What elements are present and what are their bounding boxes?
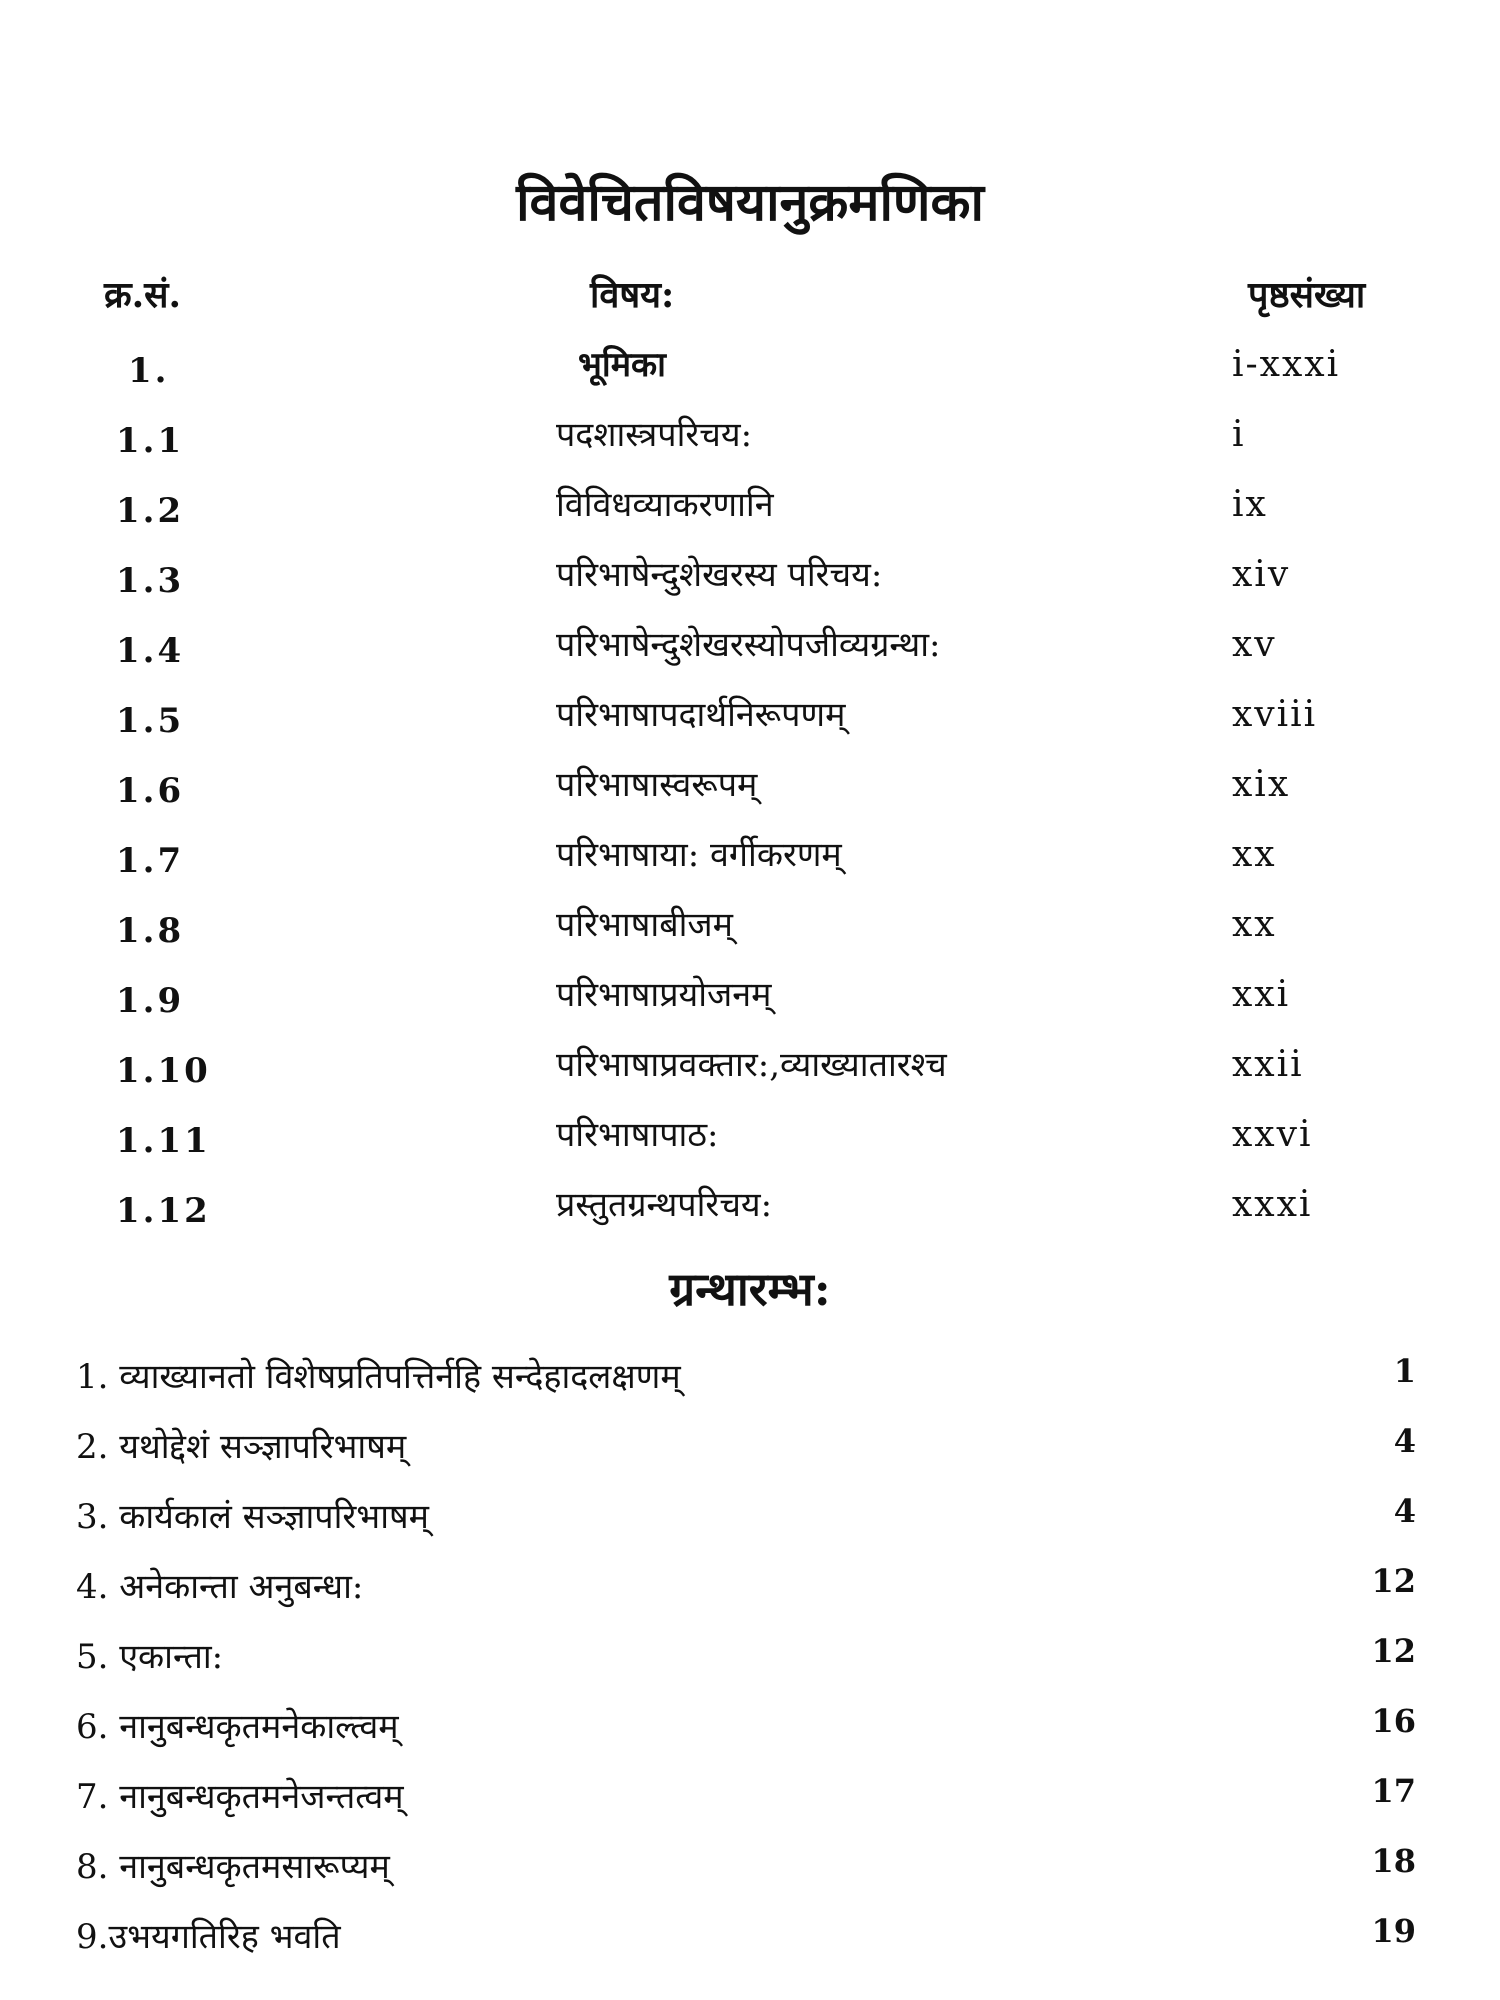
toc-page: xix [1232, 764, 1291, 805]
toc-row [0, 1036, 1500, 1106]
toc-page: xxii [1232, 1044, 1304, 1085]
toc-subject: परिभाषापाठ: [556, 1115, 719, 1155]
toc-number: 1.2 [116, 491, 185, 531]
header-page-number: पृष्ठसंख्या [1248, 274, 1366, 316]
toc-subject: परिभाषापदार्थनिरूपणम् [556, 695, 846, 735]
toc-page: xx [1232, 834, 1277, 875]
entry-page: 12 [1371, 1632, 1416, 1670]
entry-row [0, 1556, 1500, 1626]
toc-row [0, 826, 1500, 896]
toc-row [0, 406, 1500, 476]
entry-row [0, 1486, 1500, 1556]
toc-page: i [1232, 414, 1246, 455]
toc-subject: परिभाषेन्दुशेखरस्य परिचय: [556, 555, 883, 595]
entry-row [0, 1766, 1500, 1836]
toc-subject: परिभाषाप्रवक्तार:,व्याख्यातारश्च [556, 1045, 947, 1085]
page-title: विवेचितविषयानुक्रमणिका [516, 172, 984, 233]
toc-subject: पदशास्त्रपरिचय: [556, 415, 753, 455]
toc-subject: परिभाषाप्रयोजनम् [556, 975, 772, 1015]
entry-page: 16 [1371, 1702, 1416, 1740]
toc-number: 1.1 [116, 421, 185, 461]
toc-row [0, 756, 1500, 826]
toc-subject: परिभाषाया: वर्गीकरणम् [556, 835, 842, 875]
entry-page: 19 [1371, 1912, 1416, 1950]
toc-subject: भूमिका [578, 345, 666, 385]
entry-label: 1. व्याख्यानतो विशेषप्रतिपत्तिर्नहि सन्देहादलक्षणम् [76, 1357, 681, 1397]
toc-page: i-xxxi [1232, 344, 1341, 385]
toc-subject: प्रस्तुतग्रन्थपरिचय: [556, 1185, 773, 1225]
entry-label: 6. नानुबन्धकृतमनेकाल्त्वम् [76, 1707, 399, 1747]
toc-row [0, 546, 1500, 616]
entry-label: 9.उभयगतिरिह भवति [76, 1917, 341, 1957]
entry-row [0, 1346, 1500, 1416]
entry-page: 4 [1393, 1422, 1416, 1460]
toc-page: ix [1232, 484, 1268, 525]
toc-number: 1.10 [116, 1051, 211, 1091]
toc-number: 1.4 [116, 631, 185, 671]
toc-subject: विविधव्याकरणानि [556, 485, 774, 525]
toc-row [0, 896, 1500, 966]
entry-row [0, 1836, 1500, 1906]
toc-number: 1. [128, 351, 170, 391]
entry-label: 7. नानुबन्धकृतमनेजन्तत्वम् [76, 1777, 404, 1817]
entry-label: 2. यथोद्देशं सञ्ज्ञापरिभाषम् [76, 1427, 407, 1467]
header-serial-number: क्र.सं. [104, 274, 182, 316]
toc-page: xviii [1232, 694, 1318, 735]
toc-row [0, 616, 1500, 686]
toc-row [0, 1106, 1500, 1176]
entry-page: 4 [1393, 1492, 1416, 1530]
entry-row [0, 1696, 1500, 1766]
toc-page: xv [1232, 624, 1277, 665]
entry-label: 5. एकान्ता: [76, 1637, 224, 1677]
section-title: ग्रन्थारम्भ: [669, 1262, 831, 1316]
entry-page: 17 [1371, 1772, 1416, 1810]
toc-subject: परिभाषेन्दुशेखरस्योपजीव्यग्रन्था: [556, 625, 941, 665]
toc-number: 1.9 [116, 981, 185, 1021]
toc-number: 1.8 [116, 911, 185, 951]
toc-subject: परिभाषाबीजम् [556, 905, 733, 945]
toc-page: xxi [1232, 974, 1291, 1015]
entry-row [0, 1626, 1500, 1696]
toc-page: xiv [1232, 554, 1291, 595]
header-subject: विषय: [590, 274, 675, 316]
entry-page: 12 [1371, 1562, 1416, 1600]
toc-row [0, 1176, 1500, 1246]
toc-row [0, 966, 1500, 1036]
entry-row [0, 1906, 1500, 1976]
entry-page: 1 [1393, 1352, 1416, 1390]
entry-label: 8. नानुबन्धकृतमसारूप्यम् [76, 1847, 390, 1887]
toc-number: 1.5 [116, 701, 185, 741]
toc-row [0, 476, 1500, 546]
toc-number: 1.11 [116, 1121, 211, 1161]
toc-row [0, 336, 1500, 406]
toc-number: 1.7 [116, 841, 185, 881]
entry-page: 18 [1371, 1842, 1416, 1880]
entry-label: 4. अनेकान्ता अनुबन्धा: [76, 1567, 364, 1607]
toc-number: 1.3 [116, 561, 185, 601]
toc-subject: परिभाषास्वरूपम् [556, 765, 758, 805]
toc-number: 1.6 [116, 771, 185, 811]
toc-number: 1.12 [116, 1191, 211, 1231]
toc-page: xxvi [1232, 1114, 1313, 1155]
entry-row [0, 1416, 1500, 1486]
toc-page: xxxi [1232, 1184, 1313, 1225]
entry-label: 3. कार्यकालं सञ्ज्ञापरिभाषम् [76, 1497, 429, 1537]
toc-row [0, 686, 1500, 756]
toc-page: xx [1232, 904, 1277, 945]
